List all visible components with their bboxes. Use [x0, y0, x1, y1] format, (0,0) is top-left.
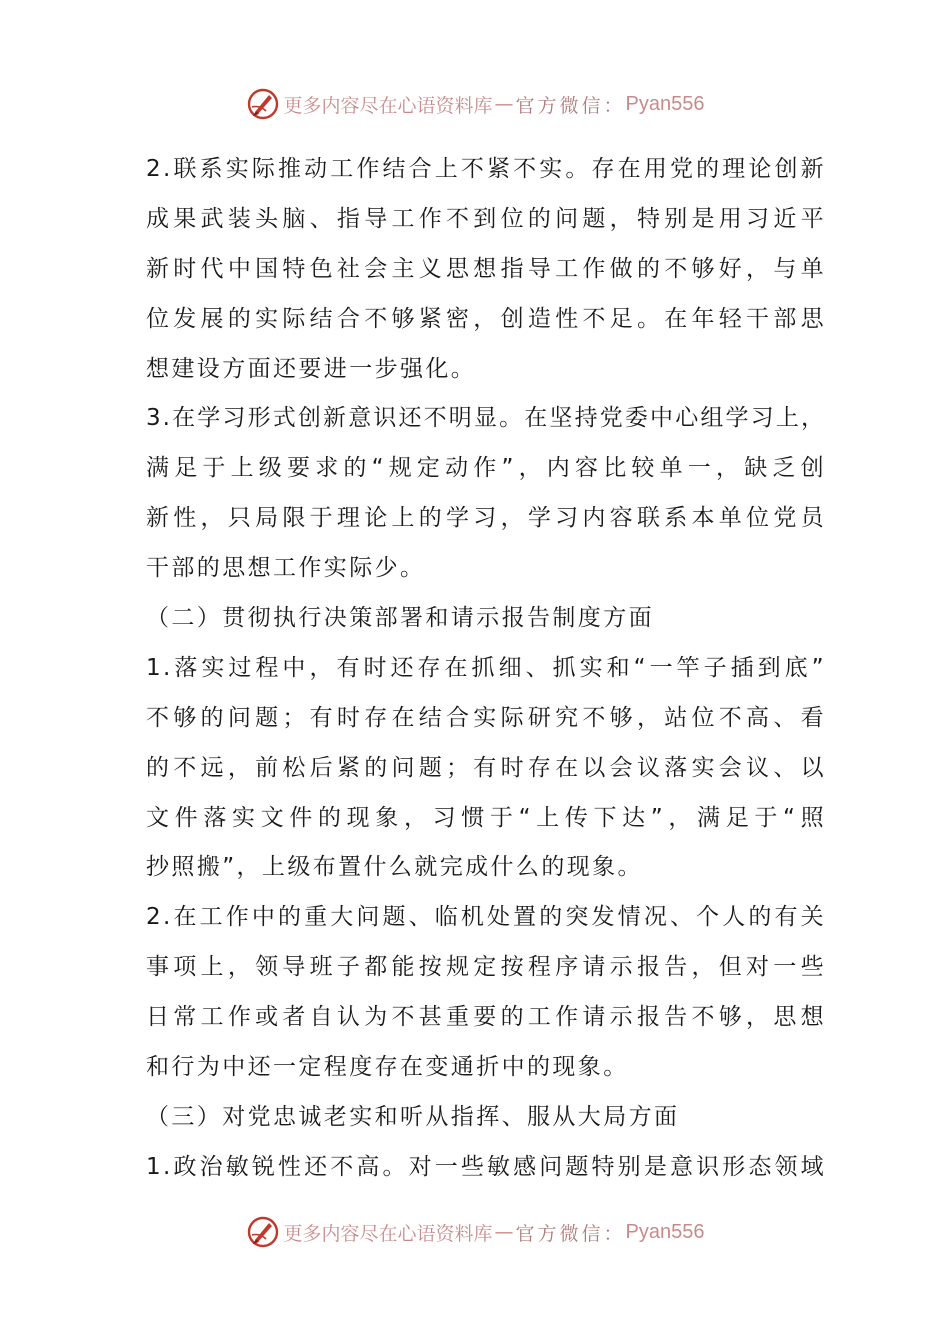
body-line: 满足于上级要求的“规定动作”，内容比较单一，缺乏创 [146, 455, 826, 482]
body-line: 的不远，前松后紧的问题；有时存在以会议落实会议、以 [146, 754, 826, 781]
body-line: 文件落实文件的现象，习惯于“上传下达”，满足于“照 [146, 804, 826, 831]
body-line: 日常工作或者自认为不甚重要的工作请示报告不够，思想 [146, 1004, 826, 1031]
body-line: 新性，只局限于理论上的学习，学习内容联系本单位党员 [146, 505, 826, 532]
body-line: 位发展的实际结合不够紧密，创造性不足。在年轻干部思 [146, 305, 826, 332]
watermark-dash: — [494, 1221, 514, 1243]
watermark-brand: 更多内容尽在心语资料库 [283, 1222, 493, 1245]
watermark-dash: — [494, 93, 514, 115]
document-body [146, 145, 826, 1193]
watermark-wechat-id: Pyan556 [625, 1220, 705, 1243]
section-heading: （三）对党忠诚老实和听从指挥、服从大局方面 [146, 1103, 680, 1130]
watermark-official: 官方微信： [515, 94, 626, 117]
watermark-official: 官方微信： [515, 1222, 626, 1245]
body-line: 1.政治敏锐性还不高。对一些敏感问题特别是意识形态领域 [146, 1153, 826, 1180]
body-line: 抄照搬”，上级布置什么就完成什么的现象。 [146, 854, 643, 881]
body-line: 3.在学习形式创新意识还不明显。在坚持党委中心组学习上， [146, 405, 826, 432]
body-line: 2.在工作中的重大问题、临机处置的突发情况、个人的有关 [146, 904, 826, 931]
body-line: 新时代中国特色社会主义思想指导工作做的不够好，与单 [146, 255, 826, 282]
watermark-wechat-id: Pyan556 [625, 92, 705, 115]
body-line: 想建设方面还要进一步强化。 [146, 355, 477, 382]
watermark-brand: 更多内容尽在心语资料库 [283, 94, 493, 117]
body-line: 事项上，领导班子都能按规定按程序请示报告，但对一些 [146, 954, 826, 981]
body-line: 成果武装头脑、指导工作不到位的问题，特别是用习近平 [146, 205, 826, 232]
body-line: 和行为中还一定程度存在变通折中的现象。 [146, 1054, 629, 1081]
footer-watermark [0, 1212, 950, 1252]
section-heading: （二）贯彻执行决策部署和请示报告制度方面 [146, 605, 654, 632]
body-line: 不够的问题；有时存在结合实际研究不够，站位不高、看 [146, 704, 826, 731]
pen-logo-icon [246, 87, 280, 121]
header-watermark [0, 84, 950, 124]
body-line: 1.落实过程中，有时还存在抓细、抓实和“一竿子插到底” [146, 654, 826, 681]
body-line: 干部的思想工作实际少。 [146, 555, 426, 582]
body-line: 2.联系实际推动工作结合上不紧不实。存在用党的理论创新 [146, 156, 826, 182]
pen-logo-icon [246, 1215, 280, 1249]
